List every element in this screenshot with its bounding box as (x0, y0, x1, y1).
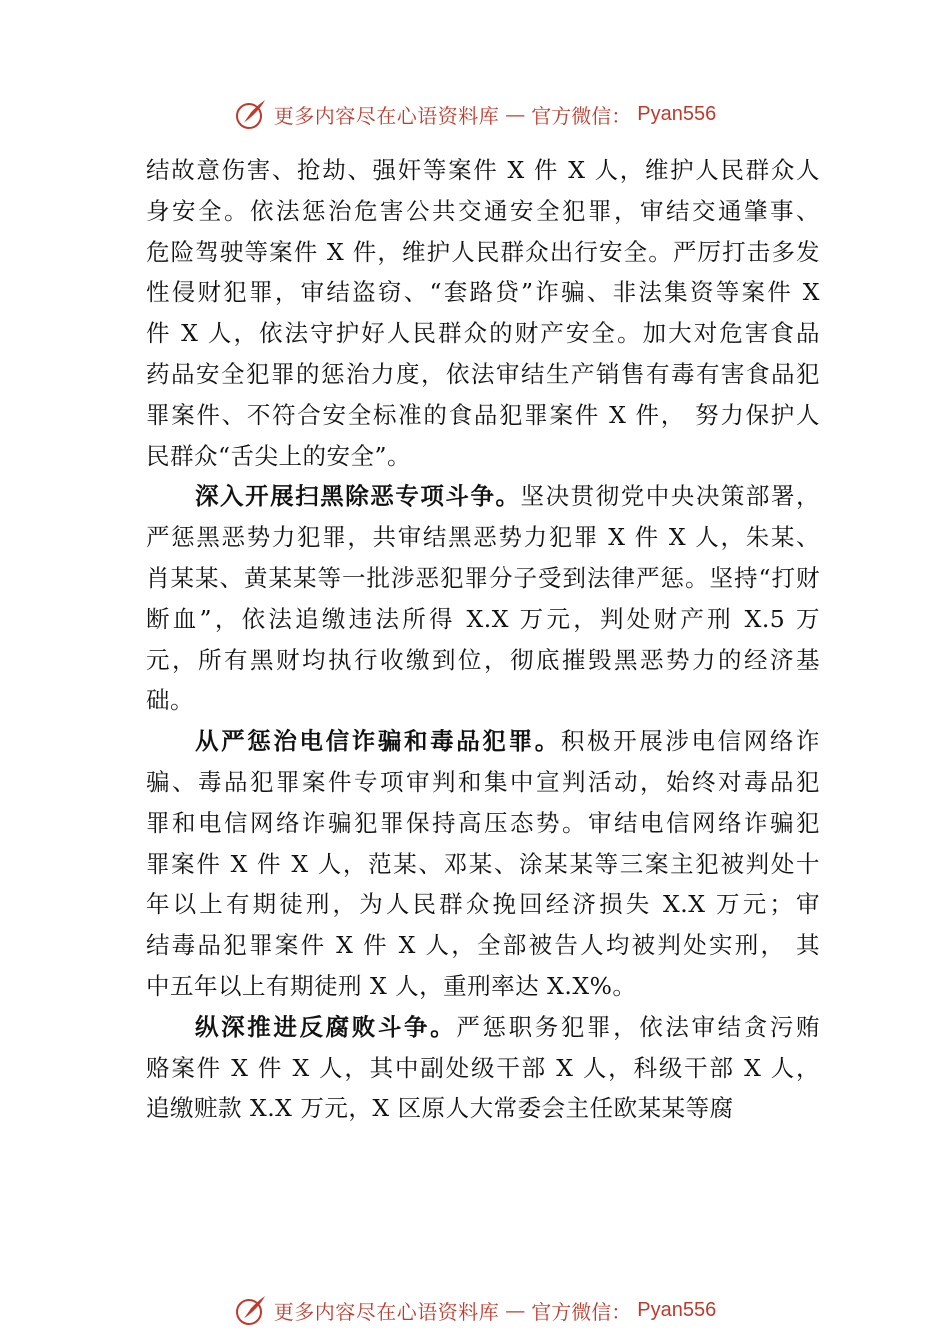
banner-wechat-id: Pyan556 (637, 102, 717, 125)
banner-official-label: 官方微信： (531, 103, 632, 128)
feather-pen-logo-icon (234, 97, 268, 131)
text-line: 危险驾驶等案件 X 件，维护人民群众出行安全。严厉打击多发 (146, 237, 820, 266)
heading-continuation: 严惩职务犯罪，依法审结贪污贿 (456, 1012, 821, 1041)
footer-banner (0, 1290, 950, 1330)
text-line: 结毒品犯罪案件 X 件 X 人，全部被告人均被判处实刑， 其 (146, 931, 820, 960)
banner-site-name: 更多内容尽在心语资料库 (273, 1299, 500, 1324)
text-line: 年以上有期徒刑，为人民群众挽回经济损失 X.X 万元；审 (146, 890, 820, 919)
text-line: 追缴赃款 X.X 万元，X 区原人大常委会主任欧某某等腐 (146, 1094, 734, 1123)
text-line: 罪案件 X 件 X 人，范某、邓某、涂某某等三案主犯被判处十 (146, 849, 820, 878)
paragraph-anti-gang (146, 476, 820, 721)
text-line: 赂案件 X 件 X 人，其中副处级干部 X 人，科级干部 X 人， (146, 1053, 820, 1082)
text-line: 元，所有黑财均执行收缴到位，彻底摧毁黑恶势力的经济基 (146, 645, 820, 674)
text-line: 肖某某、黄某某等一批涉恶犯罪分子受到法律严惩。坚持“打财 (146, 563, 820, 592)
text-line: 民群众“舌尖上的安全”。 (146, 441, 412, 470)
paragraph-telecom-drugs (146, 721, 820, 1007)
text-line: 药品安全犯罪的惩治力度，依法审结生产销售有毒有害食品犯 (146, 359, 820, 388)
banner-official-label: 官方微信： (531, 1299, 632, 1324)
text-line: 中五年以上有期徒刑 X 人，重刑率达 X.X%。 (146, 971, 637, 1000)
banner-separator: — (505, 1298, 526, 1322)
paragraph-heading: 纵深推进反腐败斗争。 (195, 1012, 457, 1041)
paragraph-public-safety (146, 150, 820, 476)
feather-pen-logo-icon (234, 1293, 268, 1327)
text-line (146, 476, 820, 517)
text-line (146, 1007, 820, 1048)
text-line (146, 721, 820, 762)
paragraph-heading: 深入开展扫黑除恶专项斗争。 (195, 482, 521, 511)
banner-wechat-id: Pyan556 (637, 1298, 717, 1321)
text-line: 断血”，依法追缴违法所得 X.X 万元，判处财产刑 X.5 万 (146, 604, 820, 633)
text-line: 础。 (146, 686, 194, 715)
text-line: 性侵财犯罪，审结盗窃、“套路贷”诈骗、非法集资等案件 X (146, 278, 820, 307)
banner-separator: — (505, 102, 526, 126)
paragraph-heading: 从严惩治电信诈骗和毒品犯罪。 (195, 727, 561, 756)
text-line: 严惩黑恶势力犯罪，共审结黑恶势力犯罪 X 件 X 人，朱某、 (146, 523, 820, 552)
text-line: 骗、毒品犯罪案件专项审判和集中宣判活动，始终对毒品犯 (146, 767, 820, 796)
text-line: 件 X 人，依法守护好人民群众的财产安全。加大对危害食品 (146, 319, 820, 348)
text-line: 结故意伤害、抢劫、强奸等案件 X 件 X 人，维护人民群众人 (146, 156, 820, 184)
heading-continuation: 坚决贯彻党中央决策部署， (520, 482, 821, 511)
header-banner (0, 94, 950, 134)
document-body (146, 150, 820, 1129)
text-line: 身安全。依法惩治危害公共交通安全犯罪，审结交通肇事、 (146, 196, 820, 225)
heading-continuation: 积极开展涉电信网络诈 (560, 727, 821, 756)
text-line: 罪案件、不符合安全标准的食品犯罪案件 X 件， 努力保护人 (146, 400, 820, 429)
paragraph-anti-corruption (146, 1007, 820, 1129)
text-line: 罪和电信网络诈骗犯罪保持高压态势。审结电信网络诈骗犯 (146, 808, 820, 837)
banner-site-name: 更多内容尽在心语资料库 (273, 103, 500, 128)
